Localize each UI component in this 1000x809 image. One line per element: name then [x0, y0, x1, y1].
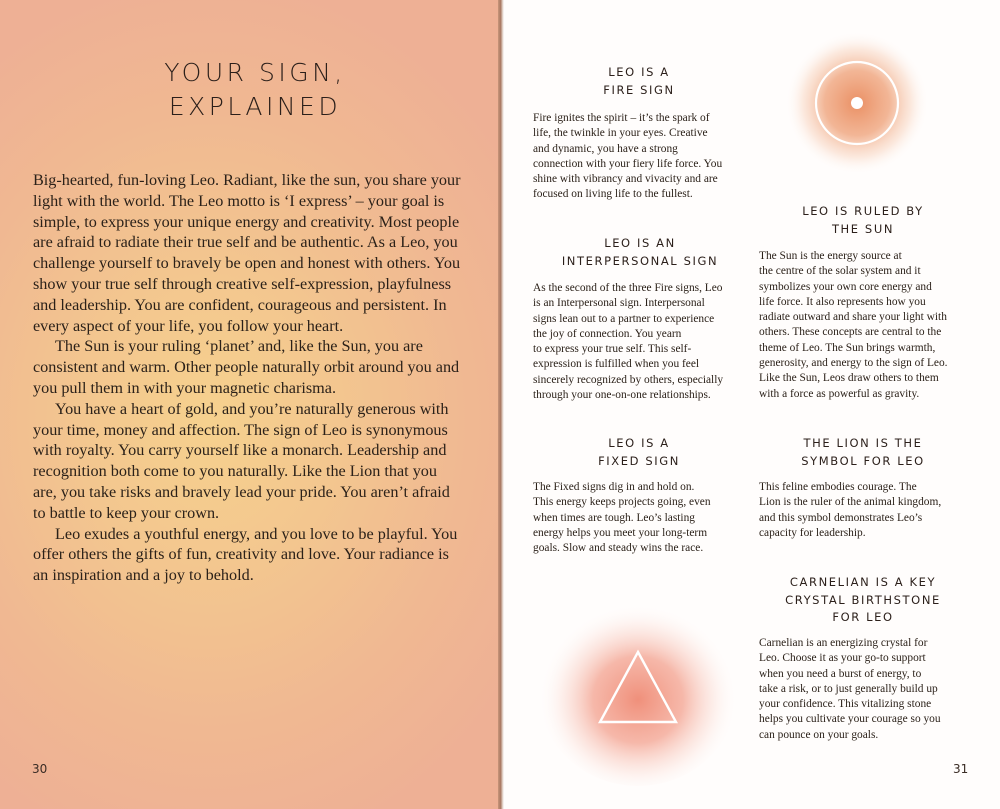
text-line: helps you cultivate your courage so you [759, 713, 941, 726]
text-line: radiate outward and share your light with [759, 311, 947, 324]
fixed-sign-heading [564, 435, 714, 470]
text-line: goals. Slow and steady wins the race. [533, 542, 704, 555]
ruled-by-sun-text [759, 249, 948, 402]
heading-line: THE SUN [831, 221, 895, 236]
fire-sign-text [533, 111, 722, 203]
text-line: Carnelian is an energizing crystal for [759, 637, 928, 649]
text-line: capacity for leadership. [759, 526, 866, 539]
text-line: connection with your fiery life force. You [533, 157, 723, 170]
interpersonal-sign-text [533, 281, 723, 403]
text-line: signs lean out to a partner to experience [533, 312, 715, 325]
heading-line: FIXED SIGN [598, 453, 680, 468]
text-line: and this symbol demonstrates Leo’s [759, 511, 923, 524]
text-line: the centre of the solar system and it [759, 265, 921, 278]
heading-line: LEO IS AN [604, 236, 676, 250]
heading-line: LEO IS RULED BY [802, 204, 924, 218]
left-page [0, 0, 498, 809]
heading-line: SYMBOL FOR LEO [801, 453, 925, 468]
text-line: Fire ignites the spirit – it’s the spark of [533, 112, 710, 124]
text-line: Like the Sun, Leos draw others to them [759, 372, 939, 385]
heading-line: INTERPERSONAL SIGN [561, 253, 719, 268]
text-line: The Fixed signs dig in and hold on. [533, 481, 695, 493]
heading-line: CRYSTAL BIRTHSTONE [785, 592, 941, 607]
left-body-text [33, 170, 463, 586]
lion-symbol-heading [783, 435, 943, 470]
heading-line: THE LION IS THE [803, 436, 923, 450]
heading-line: FIRE SIGN [603, 82, 675, 97]
text-line: the joy of connection. You yearn [533, 327, 682, 340]
heading-line: CARNELIAN IS A KEY [789, 575, 937, 589]
text-line: generosity, and energy to the sign of Leo. [759, 357, 948, 370]
heading-line: FOR LEO [832, 610, 894, 624]
lion-symbol-text [759, 480, 941, 541]
title-line: EXPLAINED [168, 92, 342, 121]
paragraph: You have a heart of gold, and you’re naturally generous with your time, money and affection. The sign of Leo is synonymous with royalty. You carry yourself like a monarch. Leadership and recognition both come to you naturally. Like the Lion that you are, you take risks and bravely lead your pride. You aren’t afraid to battle to keep your crown. [33, 399, 450, 522]
page-number-left: 30 [32, 762, 48, 776]
fire-sign-heading [564, 64, 714, 99]
text-line: energy helps you meet your long-term [533, 526, 708, 539]
carnelian-text [759, 636, 941, 743]
fixed-sign-text [533, 480, 711, 556]
text-line: can pounce on your goals. [759, 728, 879, 741]
text-line: symbolizes your own core energy and [759, 280, 932, 293]
text-line: As the second of the three Fire signs, Leo [533, 282, 723, 294]
text-line: when you need a burst of energy, to [759, 667, 922, 680]
page-title [110, 56, 400, 124]
text-line: is an Interpersonal sign. Interpersonal [533, 297, 705, 310]
text-line: others. These concepts are central to the [759, 326, 942, 339]
page-number-right: 31 [953, 762, 969, 776]
text-line: to express your true self. This self- [533, 343, 692, 356]
text-line: shine with vibrancy and vivacity and are [533, 173, 718, 186]
text-line: with a force as powerful as gravity. [759, 387, 920, 400]
text-line: expression is fulfilled when you feel [533, 358, 700, 371]
text-line: life, the twinkle in your eyes. Creative [533, 127, 708, 140]
text-line: through your one-on-one relationships. [533, 389, 711, 402]
paragraph: The Sun is your ruling ‘planet’ and, like the Sun, you are consistent and warm. Other people naturally orbit around you and you pull them in with your magnetic charisma. [33, 337, 460, 397]
heading-line: LEO IS A [608, 436, 670, 450]
text-line: take a risk, or to just generally build up [759, 682, 938, 695]
paragraph: Leo exudes a youthful energy, and you love to be playful. You offer others the gifts of fun, creativity and love. Your radiance is an inspiration and a joy to behold. [33, 524, 458, 585]
paragraph: Big-hearted, fun-loving Leo. Radiant, like the sun, you share your light with the world. The Leo motto is ‘I express’ – your goal is simple, to express your unique energy and creativity. Most people are afraid to radiate their true self and be authentic. As a Leo, you challenge yourself to bravely be open and honest with others. You show your true self through creative self-expression, playfulness and leadership. You are confident, courageous and persistent. In every aspect of your life, you follow your heart. [33, 171, 461, 335]
text-line: Leo. Choose it as your go-to support [759, 652, 926, 665]
text-line: This feline embodies courage. The [759, 481, 917, 493]
sun-icon [752, 30, 962, 180]
text-line: focused on living life to the fullest. [533, 188, 693, 201]
heading-line: LEO IS A [608, 65, 670, 79]
interpersonal-sign-heading [545, 235, 735, 270]
text-line: your confidence. This vitalizing stone [759, 698, 932, 711]
text-line: theme of Leo. The Sun brings warmth, [759, 341, 936, 354]
text-line: when times are tough. Leo’s lasting [533, 511, 695, 524]
carnelian-heading [768, 574, 958, 627]
text-line: Lion is the ruler of the animal kingdom, [759, 496, 942, 509]
title-line: YOUR SIGN, [164, 58, 346, 87]
fire-triangle-icon [510, 590, 750, 800]
text-line: and dynamic, you have a strong [533, 142, 678, 155]
text-line: The Sun is the energy source at [759, 250, 902, 262]
text-line: sincerely recognized by others, especially [533, 373, 724, 386]
text-line: This energy keeps projects going, even [533, 496, 711, 509]
ruled-by-sun-heading [783, 203, 943, 238]
text-line: life force. It also represents how you [759, 295, 926, 308]
